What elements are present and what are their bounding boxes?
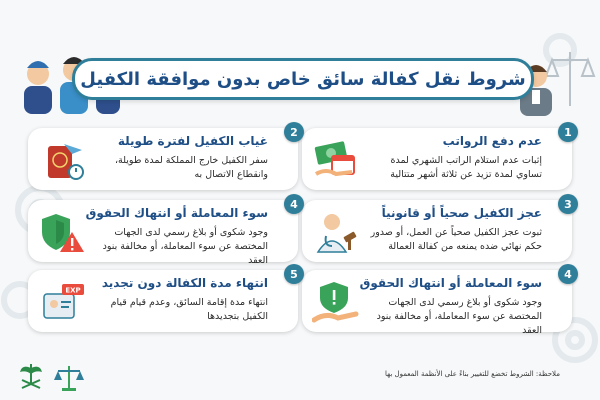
condition-card-5 (28, 267, 298, 332)
shield-hand-icon (312, 280, 360, 324)
passport-travel-icon (38, 138, 86, 182)
shield-warning-icon (38, 210, 86, 254)
card-number-badge: 3 (558, 194, 578, 214)
condition-card-4-left (28, 197, 298, 266)
card-title: انتهاء مدة الكفالة دون تجديد (101, 276, 268, 290)
card-description: وجود شكوى أو بلاغ رسمي لدى الجهات المختصة عن سوء المعاملة، أو مخالفة بنود العقد (102, 227, 268, 266)
card-description: ثبوت عجز الكفيل صحياً عن العمل، أو صدور حكم نهائي ضده يمنعه من كفالة العمالة (370, 227, 542, 252)
card-title: سوء المعاملة أو انتهاك الحقوق (359, 276, 542, 290)
card-title: غياب الكفيل لفترة طويلة (117, 134, 268, 148)
ministry-logo-icon (14, 360, 48, 394)
expired-id-icon (38, 280, 86, 324)
condition-card-2 (28, 125, 298, 190)
card-title: عجز الكفيل صحياً أو قانونياً (381, 206, 542, 220)
justice-logo-icon (52, 362, 86, 394)
card-number-badge: 1 (558, 122, 578, 142)
card-description: إثبات عدم استلام الراتب الشهري لمدة تساوي لمدة تزيد عن ثلاثة أشهر متتالية (390, 155, 542, 180)
card-description: انتهاء مدة إقامة السائق، وعدم قيام قيام الكفيل بتجديدها (110, 297, 268, 322)
title-banner (72, 58, 534, 100)
condition-card-3 (302, 197, 572, 262)
salary-money-icon (312, 138, 360, 182)
card-description: سفر الكفيل خارج المملكة لمدة طويلة، وانقطاع الاتصال به (114, 155, 268, 180)
card-number-badge: 4 (284, 194, 304, 214)
svg-text:EXP: EXP (65, 286, 81, 295)
footnote: ملاحظة: الشروط تخضع للتغيير بناءً على الأنظمة المعمول بها (384, 370, 560, 378)
card-number-badge: 5 (284, 264, 304, 284)
card-title: سوء المعاملة أو انتهاك الحقوق (85, 206, 268, 220)
page-title: شروط نقل كفالة سائق خاص بدون موافقة الكفيل (80, 68, 526, 90)
condition-card-1 (302, 125, 572, 190)
card-description: وجود شكوى أو بلاغ رسمي لدى الجهات المختصة عن سوء المعاملة، أو مخالفة بنود العقد (376, 297, 542, 336)
card-number-badge: 4 (558, 264, 578, 284)
condition-card-4-right (302, 267, 572, 336)
card-title: عدم دفع الرواتب (442, 134, 542, 148)
doctor-judge-icon (312, 210, 360, 254)
card-number-badge: 2 (284, 122, 304, 142)
